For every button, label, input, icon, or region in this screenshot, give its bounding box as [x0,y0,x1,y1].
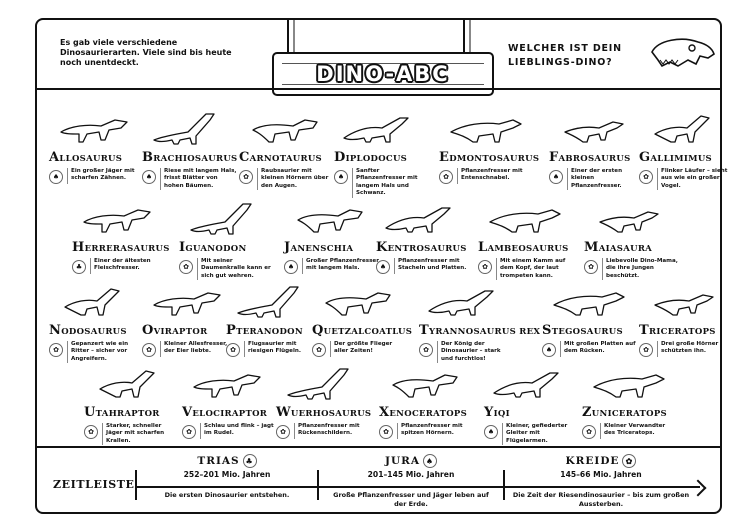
intro-text: Es gab viele verschiedene Dinosaurierarten. Viele sind bis heute noch unentdeckt. [60,38,232,67]
period-trias [147,454,307,500]
dino-name [182,405,277,420]
dino-initial: Q [312,323,324,338]
dino-initial: B [142,150,154,165]
dino-name-rest: IQI [493,409,510,419]
dinosaur-illustration [57,283,137,319]
header-divider [37,88,720,90]
dino-name [49,150,144,165]
period-years: 145–66 Mio. Jahren [560,470,642,479]
dino-initial: A [49,150,60,165]
dinosaur-illustration [590,365,670,401]
leaf-icon: ♠ [549,170,563,184]
period-jura [329,454,493,509]
timeline-tick [503,470,505,500]
dino-initial: M [584,240,599,255]
dino-description: Flugsaurier mit riesigen Flügeln. [244,341,321,357]
period-desc: Die ersten Dinosaurier entstehen. [164,491,290,499]
dino-name [549,150,644,165]
dino-description: Großer Pflanzenfresser mit langem Hals. [302,258,379,274]
leaf-icon: ♠ [334,170,348,184]
flower-icon: ✿ [142,343,156,357]
dino-initial: O [142,323,154,338]
dinosaur-illustration [342,110,422,146]
dino-initial: C [239,150,250,165]
timeline-tick [135,470,137,500]
dino-name-rest: DMONTOSAURUS [449,154,540,164]
dino-entry [142,110,237,190]
dino-entry [419,283,541,363]
flower-icon: ✿ [276,425,290,439]
dino-initial: K [376,240,388,255]
dino-name [84,405,179,420]
dino-name-rest: ENOCERATOPS [389,409,468,419]
dino-name [639,323,734,338]
dino-entry [478,200,573,280]
dino-name [239,150,334,165]
dino-initial: V [182,405,193,420]
dino-name [334,150,429,165]
dino-name [419,323,541,338]
flower-icon: ✿ [639,343,653,357]
dino-name-rest: TAHRAPTOR [95,409,160,419]
dino-entry [549,110,644,190]
dinosaur-illustration [57,110,137,146]
dino-entry [376,200,471,274]
period-name: KREIDE [565,455,620,467]
dino-name-rest: ODOSAURUS [61,327,127,337]
dino-name [142,323,237,338]
dino-name-rest: ELOCIRAPTOR [192,409,268,419]
dino-name [49,323,144,338]
dino-name [312,323,413,338]
flower-icon: ✿ [182,425,196,439]
dino-name-rest: ENTROSAURUS [387,244,467,254]
dino-name-rest: AIASAURA [598,244,653,254]
flower-icon: ✿ [639,170,653,184]
dino-initial: W [276,405,291,420]
dino-description: Pflanzenfresser mit Rückenschildern. [294,423,371,439]
dinosaur-illustration [320,283,400,319]
dino-initial: S [542,323,552,338]
dino-name [639,150,734,165]
timeline [37,446,720,514]
dino-initial: T [639,323,649,338]
flower-icon: ✿ [49,343,63,357]
dino-description: Mit seiner Daumenkralle kann er sich gut wehren. [197,258,274,280]
dino-initial: H [72,240,85,255]
dino-description: Ein großer Jäger mit scharfen Zähnen. [67,168,144,184]
dino-name [542,323,637,338]
dinosaur-illustration [492,365,572,401]
dinosaur-illustration [557,110,637,146]
flower-icon: ✿ [239,170,253,184]
dino-description: Gepanzert wie ein Ritter – sicher vor Angreifern. [67,341,144,363]
dino-entry [284,200,379,274]
dino-entry [84,365,179,445]
dino-name [284,240,379,255]
flower-icon: ✿ [419,343,433,357]
dinosaur-illustration [92,365,172,401]
dino-initial: Z [582,405,592,420]
dino-description: Riese mit langem Hals, frisst Blätter von hohen Bäumen. [160,168,237,190]
dino-initial: Y [484,405,494,420]
dino-entry [639,283,734,357]
period-years: 252–201 Mio. Jahren [183,470,271,479]
dino-description: Schlau und flink – jagt im Rudel. [200,423,277,439]
dinosaur-illustration [647,110,727,146]
dinosaur-illustration [486,200,566,236]
dino-initial: T [419,323,429,338]
dino-description: Einer der ältesten Fleischfresser. [90,258,167,274]
dino-description: Kleiner Allesfresser, der Eier liebte. [160,341,237,357]
dinosaur-illustration [647,283,727,319]
flower-icon: ✿ [379,425,393,439]
dino-name [179,240,274,255]
dino-name-rest: TERANODON [236,327,303,337]
dino-name [226,323,321,338]
dino-name [72,240,170,255]
dino-description: Liebevolle Dino-Mama, die ihre Jungen beschützt. [602,258,679,280]
dino-name-rest: GUANODON [185,244,247,254]
dino-name-rest: ARNOTAURUS [249,154,322,164]
dinosaur-illustration [427,283,507,319]
dino-description: Flinker Läufer – sieht aus wie ein großer Vogel. [657,168,734,190]
period-name: JURA [385,455,420,467]
dino-description: Sanfter Pflanzenfresser mit langem Hals und Schwanz. [352,168,429,198]
dino-name-rest: ALLIMIMUS [650,154,712,164]
dino-description: Kleiner Verwandter des Triceratops. [600,423,677,439]
leaf-icon: ♠ [376,260,390,274]
leaf-icon: ♠ [423,454,437,468]
dino-initial: E [439,150,450,165]
dinosaur-illustration [150,283,230,319]
dino-initial: F [549,150,559,165]
dinosaur-illustration [247,110,327,146]
flower-icon: ✿ [226,343,240,357]
dino-initial: G [639,150,651,165]
timeline-tick [317,470,319,500]
dino-description: Mit einem Kamm auf dem Kopf, der laut trompeten kann. [496,258,573,280]
dino-description: Mit großen Platten auf dem Rücken. [560,341,637,357]
dino-name [584,240,679,255]
dino-description: Pflanzenfresser mit Entenschnabel. [457,168,534,184]
dino-entry [49,283,144,363]
dinosaur-illustration [150,110,230,146]
dino-name-rest: UETZALCOATLUS [323,327,413,337]
dino-name [376,240,471,255]
dino-initial: X [379,405,390,420]
fern-icon: ♣ [72,260,86,274]
dino-name [478,240,573,255]
flower-icon: ✿ [582,425,596,439]
period-name: TRIAS [197,455,240,467]
flower-icon: ✿ [622,454,636,468]
dinosaur-illustration [187,200,267,236]
dino-initial: J [284,240,291,255]
fern-icon: ♣ [243,454,257,468]
dino-description: Der größte Flieger aller Zeiten! [330,341,407,357]
dinosaur-illustration [447,110,527,146]
dino-entry [182,365,277,439]
favorite-question: WELCHER IST DEIN LIEBLINGS-DINO? [508,43,622,68]
dino-name-rest: UERHOSAURUS [290,409,372,419]
dino-name [484,405,579,420]
dino-name-rest: ANENSCHIA [290,244,354,254]
dino-entry [72,200,170,274]
dino-name-rest: TEGOSAURUS [551,327,623,337]
dino-entry [584,200,679,280]
flower-icon: ✿ [478,260,492,274]
dino-entry [439,110,540,184]
flower-icon: ✿ [179,260,193,274]
dino-name-rest: ABROSAURUS [558,154,631,164]
dino-initial: I [179,240,186,255]
timeline-label: ZEITLEISTE [53,478,135,491]
dino-entry [226,283,321,357]
dino-entry [542,283,637,357]
dino-name-rest: YRANNOSAURUS REX [428,327,541,337]
dino-initial: P [226,323,237,338]
dino-name-rest: RICERATOPS [648,327,716,337]
dino-entry [312,283,413,357]
dino-description: Raubsaurier mit kleinen Hörnern über den Augen. [257,168,334,190]
period-kreide [511,454,691,509]
dinosaur-illustration [592,200,672,236]
leaf-icon: ♠ [49,170,63,184]
dino-description: Pflanzenfresser mit Stacheln und Platten. [394,258,471,274]
dinosaur-illustration [190,365,270,401]
dino-name-rest: LLOSAURUS [59,154,123,164]
leaf-icon: ♠ [542,343,556,357]
dino-name-rest: RACHIOSAURUS [153,154,238,164]
flower-icon: ✿ [312,343,326,357]
dino-description: Drei große Hörner schützten ihn. [657,341,734,357]
dino-description: Der König der Dinosaurier – stark und furchtlos! [437,341,514,363]
dino-entry [142,283,237,357]
dino-entry [484,365,579,445]
dino-name-rest: IPLODOCUS [345,154,408,164]
dino-name-rest: UNICERATOPS [591,409,667,419]
dinosaur-illustration [384,200,464,236]
dino-entry [179,200,274,280]
dino-entry [582,365,677,439]
dinosaur-illustration [80,200,160,236]
dino-initial: L [478,240,488,255]
leaf-icon: ♠ [284,260,298,274]
dino-name-rest: ERRERASAURUS [84,244,170,254]
dinosaur-illustration [550,283,630,319]
period-years: 201–145 Mio. Jahren [367,470,455,479]
leaf-icon: ♠ [142,170,156,184]
dino-description: Kleiner, gefiederter Gleiter mit Flügelarmen. [502,423,579,445]
dinosaur-illustration [284,365,364,401]
dino-entry [334,110,429,198]
dino-entry [379,365,474,439]
dinosaur-illustration [292,200,372,236]
dino-initial: D [334,150,346,165]
flower-icon: ✿ [439,170,453,184]
dino-name [582,405,677,420]
dino-name [276,405,371,420]
dinosaur-illustration [387,365,467,401]
dino-description: Pflanzenfresser mit spitzen Hörnern. [397,423,474,439]
dino-description: Einer der ersten kleinen Pflanzenfresser. [567,168,644,190]
dino-name-rest: VIRAPTOR [153,327,208,337]
flower-icon: ✿ [84,425,98,439]
dino-name-rest: AMBEOSAURUS [487,244,569,254]
period-desc: Die Zeit der Riesendinosaurier – bis zum großen Aussterben. [512,491,690,508]
dino-entry [639,110,734,190]
leaf-icon: ♠ [484,425,498,439]
period-desc: Große Pflanzenfresser und Jäger leben auf der Erde. [333,491,489,508]
dino-name [379,405,474,420]
dino-description: Starker, schneller Jäger mit scharfen Krallen. [102,423,179,445]
flower-icon: ✿ [584,260,598,274]
dino-skull-icon [648,34,716,74]
dino-entry [276,365,371,439]
dino-initial: U [84,405,96,420]
dino-entry [49,110,144,184]
dino-name [142,150,237,165]
dino-entry [239,110,334,190]
dinosaur-illustration [234,283,314,319]
dino-name [439,150,540,165]
page-title: DINO-ABC [316,62,450,86]
dino-initial: N [49,323,62,338]
